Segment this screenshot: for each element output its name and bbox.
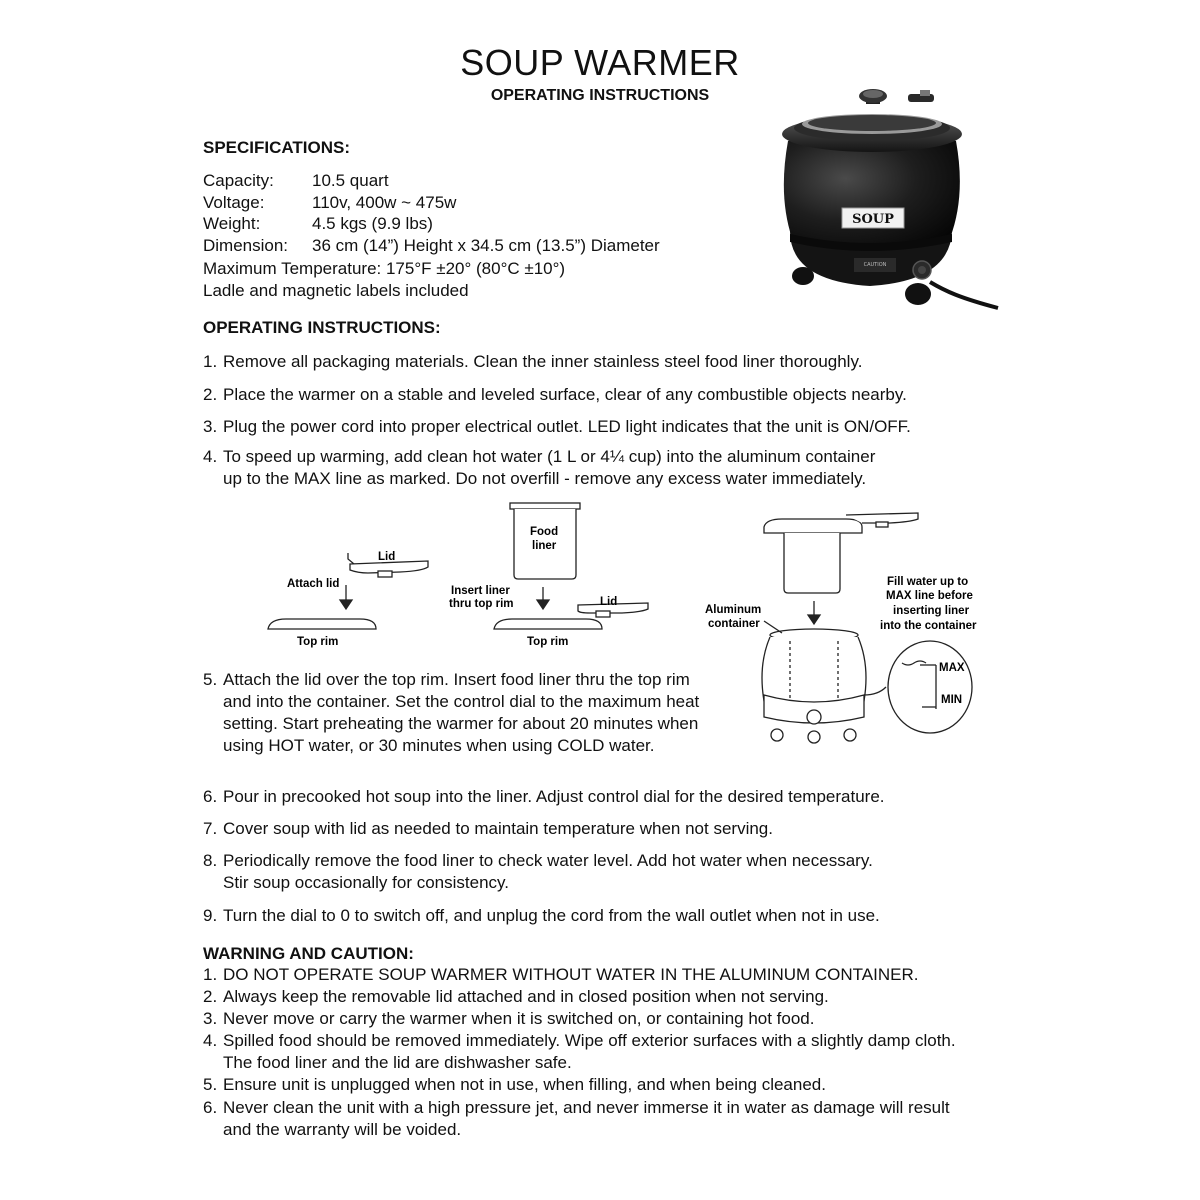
diagram-label-lid: Lid [378, 551, 396, 563]
caution-plate-text: CAUTION [863, 262, 887, 268]
step-text: Turn the dial to 0 to switch off, and unplug the cord from the wall outlet when not in use. [223, 906, 880, 925]
step-text: Place the warmer on a stable and leveled surface, clear of any combustible objects nearby. [223, 385, 907, 404]
step-text-line: setting. Start preheating the warmer for about 20 minutes when [223, 714, 699, 733]
step-number: 7. [203, 819, 218, 838]
spec-value: 36 cm (14”) Height x 34.5 cm (13.5”) Diameter [312, 236, 660, 255]
step-text: Remove all packaging materials. Clean the inner stainless steel food liner thoroughly. [223, 352, 863, 371]
instruction-step [203, 351, 862, 373]
step-text-line: up to the MAX line as marked. Do not overfill - remove any excess water immediately. [223, 469, 867, 488]
warning-item [203, 1074, 826, 1096]
diagram-attach-lid [268, 553, 428, 629]
diagram-label-insert-liner-2: thru top rim [449, 598, 514, 610]
spec-max-temperature: Maximum Temperature: 175°F ±20° (80°C ±10°) [203, 259, 566, 278]
warning-text-line: Never clean the unit with a high pressure jet, and never immerse it in water as damage will result [223, 1098, 950, 1117]
step-number: 4. [203, 447, 218, 466]
diagram-label-fill-3: inserting liner [893, 605, 970, 617]
instruction-step [203, 384, 907, 406]
spec-row-capacity [203, 170, 389, 192]
warning-number: 4. [203, 1031, 218, 1050]
step-text-line: To speed up warming, add clean hot water (1 L or 4¼ cup) into the aluminum container [223, 447, 876, 466]
step-number: 5. [203, 670, 218, 689]
diagram-label-top-rim-2: Top rim [527, 636, 569, 648]
diagram-label-fill-1: Fill water up to [887, 576, 969, 588]
diagram-label-min: MIN [941, 694, 963, 706]
diagram-label-aluminum-2: container [708, 618, 760, 630]
warning-item [203, 964, 918, 986]
step-text-line: Stir soup occasionally for consistency. [223, 873, 509, 892]
spec-included-items: Ladle and magnetic labels included [203, 281, 469, 300]
step-text-line: Periodically remove the food liner to check water level. Add hot water when necessary. [223, 851, 873, 870]
page-title: SOUP WARMER [460, 42, 740, 83]
warning-number: 5. [203, 1075, 218, 1094]
spec-value: 4.5 kgs (9.9 lbs) [312, 214, 433, 233]
warning-item [203, 986, 829, 1008]
instruction-step [203, 669, 699, 757]
step-text: Pour in precooked hot soup into the liner. Adjust control dial for the desired temperature. [223, 787, 885, 806]
soup-warmer-product-image [770, 86, 1000, 326]
warning-text: DO NOT OPERATE SOUP WARMER WITHOUT WATER IN THE ALUMINUM CONTAINER. [223, 965, 919, 984]
spec-row-dimension [203, 235, 660, 257]
warning-text: Ensure unit is unplugged when not in use, when filling, and when being cleaned. [223, 1075, 826, 1094]
instruction-step [203, 416, 911, 438]
warning-heading: WARNING AND CAUTION: [203, 944, 414, 963]
warning-text-line: and the warranty will be voided. [223, 1120, 462, 1139]
page-subtitle: OPERATING INSTRUCTIONS [490, 87, 710, 104]
warning-number: 2. [203, 987, 218, 1006]
spec-key: Capacity: [203, 171, 274, 190]
warning-text-line: Spilled food should be removed immediately. Wipe off exterior surfaces with a slightly damp cloth. [223, 1031, 956, 1050]
instruction-step [203, 786, 885, 808]
warning-number: 1. [203, 965, 218, 984]
warning-text: Always keep the removable lid attached and in closed position when not serving. [223, 987, 829, 1006]
step-number: 6. [203, 787, 218, 806]
spec-value: 110v, 400w ~ 475w [312, 193, 457, 212]
spec-key: Weight: [203, 214, 261, 233]
step-text-line: using HOT water, or 30 minutes when using COLD water. [223, 736, 655, 755]
spec-value: 10.5 quart [312, 171, 389, 190]
diagram-label-top-rim: Top rim [297, 636, 339, 648]
instruction-step [203, 850, 873, 894]
warning-text-line: The food liner and the lid are dishwasher safe. [223, 1053, 572, 1072]
specifications-heading: SPECIFICATIONS: [203, 138, 351, 157]
step-number: 1. [203, 352, 218, 371]
warning-number: 6. [203, 1098, 218, 1117]
step-number: 8. [203, 851, 218, 870]
diagram-label-aluminum-1: Aluminum [705, 604, 762, 616]
diagram-label-fill-2: MAX line before [886, 590, 973, 602]
operating-instructions-heading: OPERATING INSTRUCTIONS: [203, 318, 441, 337]
diagram-label-attach-lid: Attach lid [287, 578, 340, 590]
spec-key: Dimension: [203, 236, 289, 255]
diagram-label-food-liner-1: Food [530, 526, 559, 538]
step-text: Cover soup with lid as needed to maintain temperature when not serving. [223, 819, 773, 838]
product-label-text: SOUP [852, 212, 894, 227]
diagram-label-max: MAX [939, 662, 965, 674]
diagram-label-insert-liner-1: Insert liner [451, 585, 510, 597]
instruction-step [203, 446, 875, 490]
spec-row-voltage [203, 192, 456, 214]
warning-item [203, 1097, 950, 1141]
diagram-label-food-liner-2: liner [532, 540, 557, 552]
step-text-line: Attach the lid over the top rim. Insert food liner thru the top rim [223, 670, 690, 689]
step-number: 9. [203, 906, 218, 925]
spec-row-weight [203, 213, 433, 235]
step-text-line: and into the container. Set the control dial to the maximum heat [223, 692, 700, 711]
warning-text: Never move or carry the warmer when it is switched on, or containing hot food. [223, 1009, 815, 1028]
diagram-insert-liner [494, 503, 648, 629]
diagram-label-lid-2: Lid [600, 596, 618, 608]
step-number: 3. [203, 417, 218, 436]
warning-number: 3. [203, 1009, 218, 1028]
instruction-step [203, 818, 773, 840]
spec-key: Voltage: [203, 193, 265, 212]
instruction-step [203, 905, 880, 927]
step-text: Plug the power cord into proper electrical outlet. LED light indicates that the unit is ON/OFF. [223, 417, 911, 436]
warning-item [203, 1030, 956, 1074]
warning-item [203, 1008, 815, 1030]
step-number: 2. [203, 385, 218, 404]
diagram-label-fill-4: into the container [880, 620, 977, 632]
